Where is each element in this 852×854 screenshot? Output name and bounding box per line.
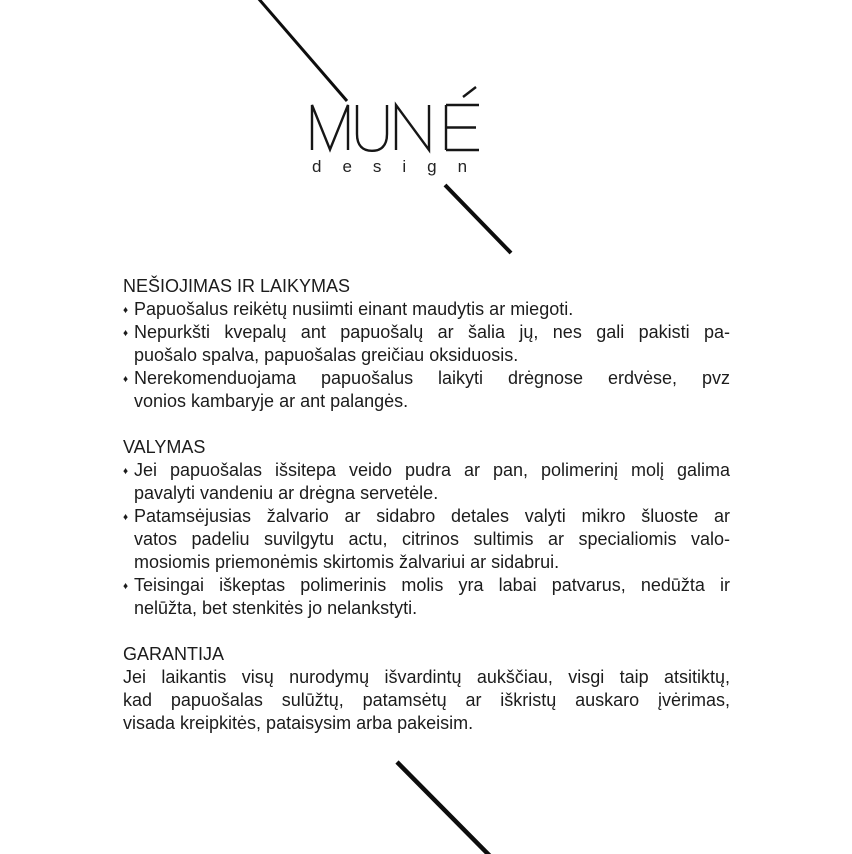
bullet-item	[123, 321, 730, 367]
text-line: mosiomis priemonėmis skirtomis žalvariui ar sidabrui.	[134, 552, 560, 572]
diagonal-line-bottom	[397, 762, 490, 854]
section	[123, 275, 730, 413]
text-line: Nepurkšti kvepalų ant papuošalų ar šalia jų, nes gali pakisti pa-	[134, 322, 730, 342]
section-title: GARANTIJA	[123, 644, 225, 664]
bullet-item	[123, 574, 730, 620]
diagonal-line-middle	[445, 185, 511, 253]
acute-accent	[463, 87, 476, 97]
logo-subtitle: design	[312, 157, 489, 176]
letter-u	[357, 105, 387, 151]
text-line: nelūžta, bet stenkitės jo nelankstyti.	[134, 598, 418, 618]
text-line: Nerekomenduojama papuošalus laikyti drėgnose erdvėse, pvz	[134, 368, 730, 388]
section-title: VALYMAS	[123, 437, 206, 457]
mune-wordmark	[305, 85, 485, 155]
section	[123, 436, 730, 620]
text-line: Patamsėjusias žalvario ar sidabro detales valyti mikro šluoste ar	[134, 506, 730, 526]
text-line: puošalo spalva, papuošalas greičiau oksiduosis.	[134, 345, 519, 365]
bullet-diamond-icon: ♦	[123, 511, 129, 523]
text-line: Jei laikantis visų nurodymų išvardintų aukščiau, visgi taip atsitiktų,	[123, 667, 730, 687]
letter-e	[446, 105, 479, 150]
bullet-diamond-icon: ♦	[123, 373, 129, 385]
text-line: Jei papuošalas išsitepa veido pudra ar pan, polimerinį molį galima	[134, 460, 730, 480]
bullet-item	[123, 505, 730, 574]
section	[123, 643, 730, 735]
text-line: Papuošalus reikėtų nusiimti einant maudytis ar miegoti.	[134, 299, 574, 319]
bullet-item	[123, 459, 730, 505]
text-line: pavalyti vandeniu ar drėgna servetėle.	[134, 483, 439, 503]
bullet-item	[123, 298, 730, 321]
bullet-item	[123, 367, 730, 413]
text-line: visada kreipkitės, pataisysim arba pakeisim.	[123, 713, 474, 733]
letter-n	[396, 105, 429, 150]
section-title: NEŠIOJIMAS IR LAIKYMAS	[123, 276, 351, 296]
text-line: vatos padeliu suvilgytu actu, citrinos sultimis ar specialiomis valo-	[134, 529, 730, 549]
bullet-diamond-icon: ♦	[123, 580, 129, 592]
text-line: Teisingai iškeptas polimerinis molis yra labai patvarus, nedūžta ir	[134, 575, 730, 595]
bullet-diamond-icon: ♦	[123, 304, 129, 316]
paragraph	[123, 666, 730, 735]
text-line: vonios kambaryje ar ant palangės.	[134, 391, 409, 411]
text-line: kad papuošalas sulūžtų, patamsėtų ar iškristų auskaro įvėrimas,	[123, 690, 730, 710]
letter-m	[312, 105, 348, 150]
bullet-diamond-icon: ♦	[123, 327, 129, 339]
care-instructions	[123, 275, 730, 735]
bullet-diamond-icon: ♦	[123, 465, 129, 477]
